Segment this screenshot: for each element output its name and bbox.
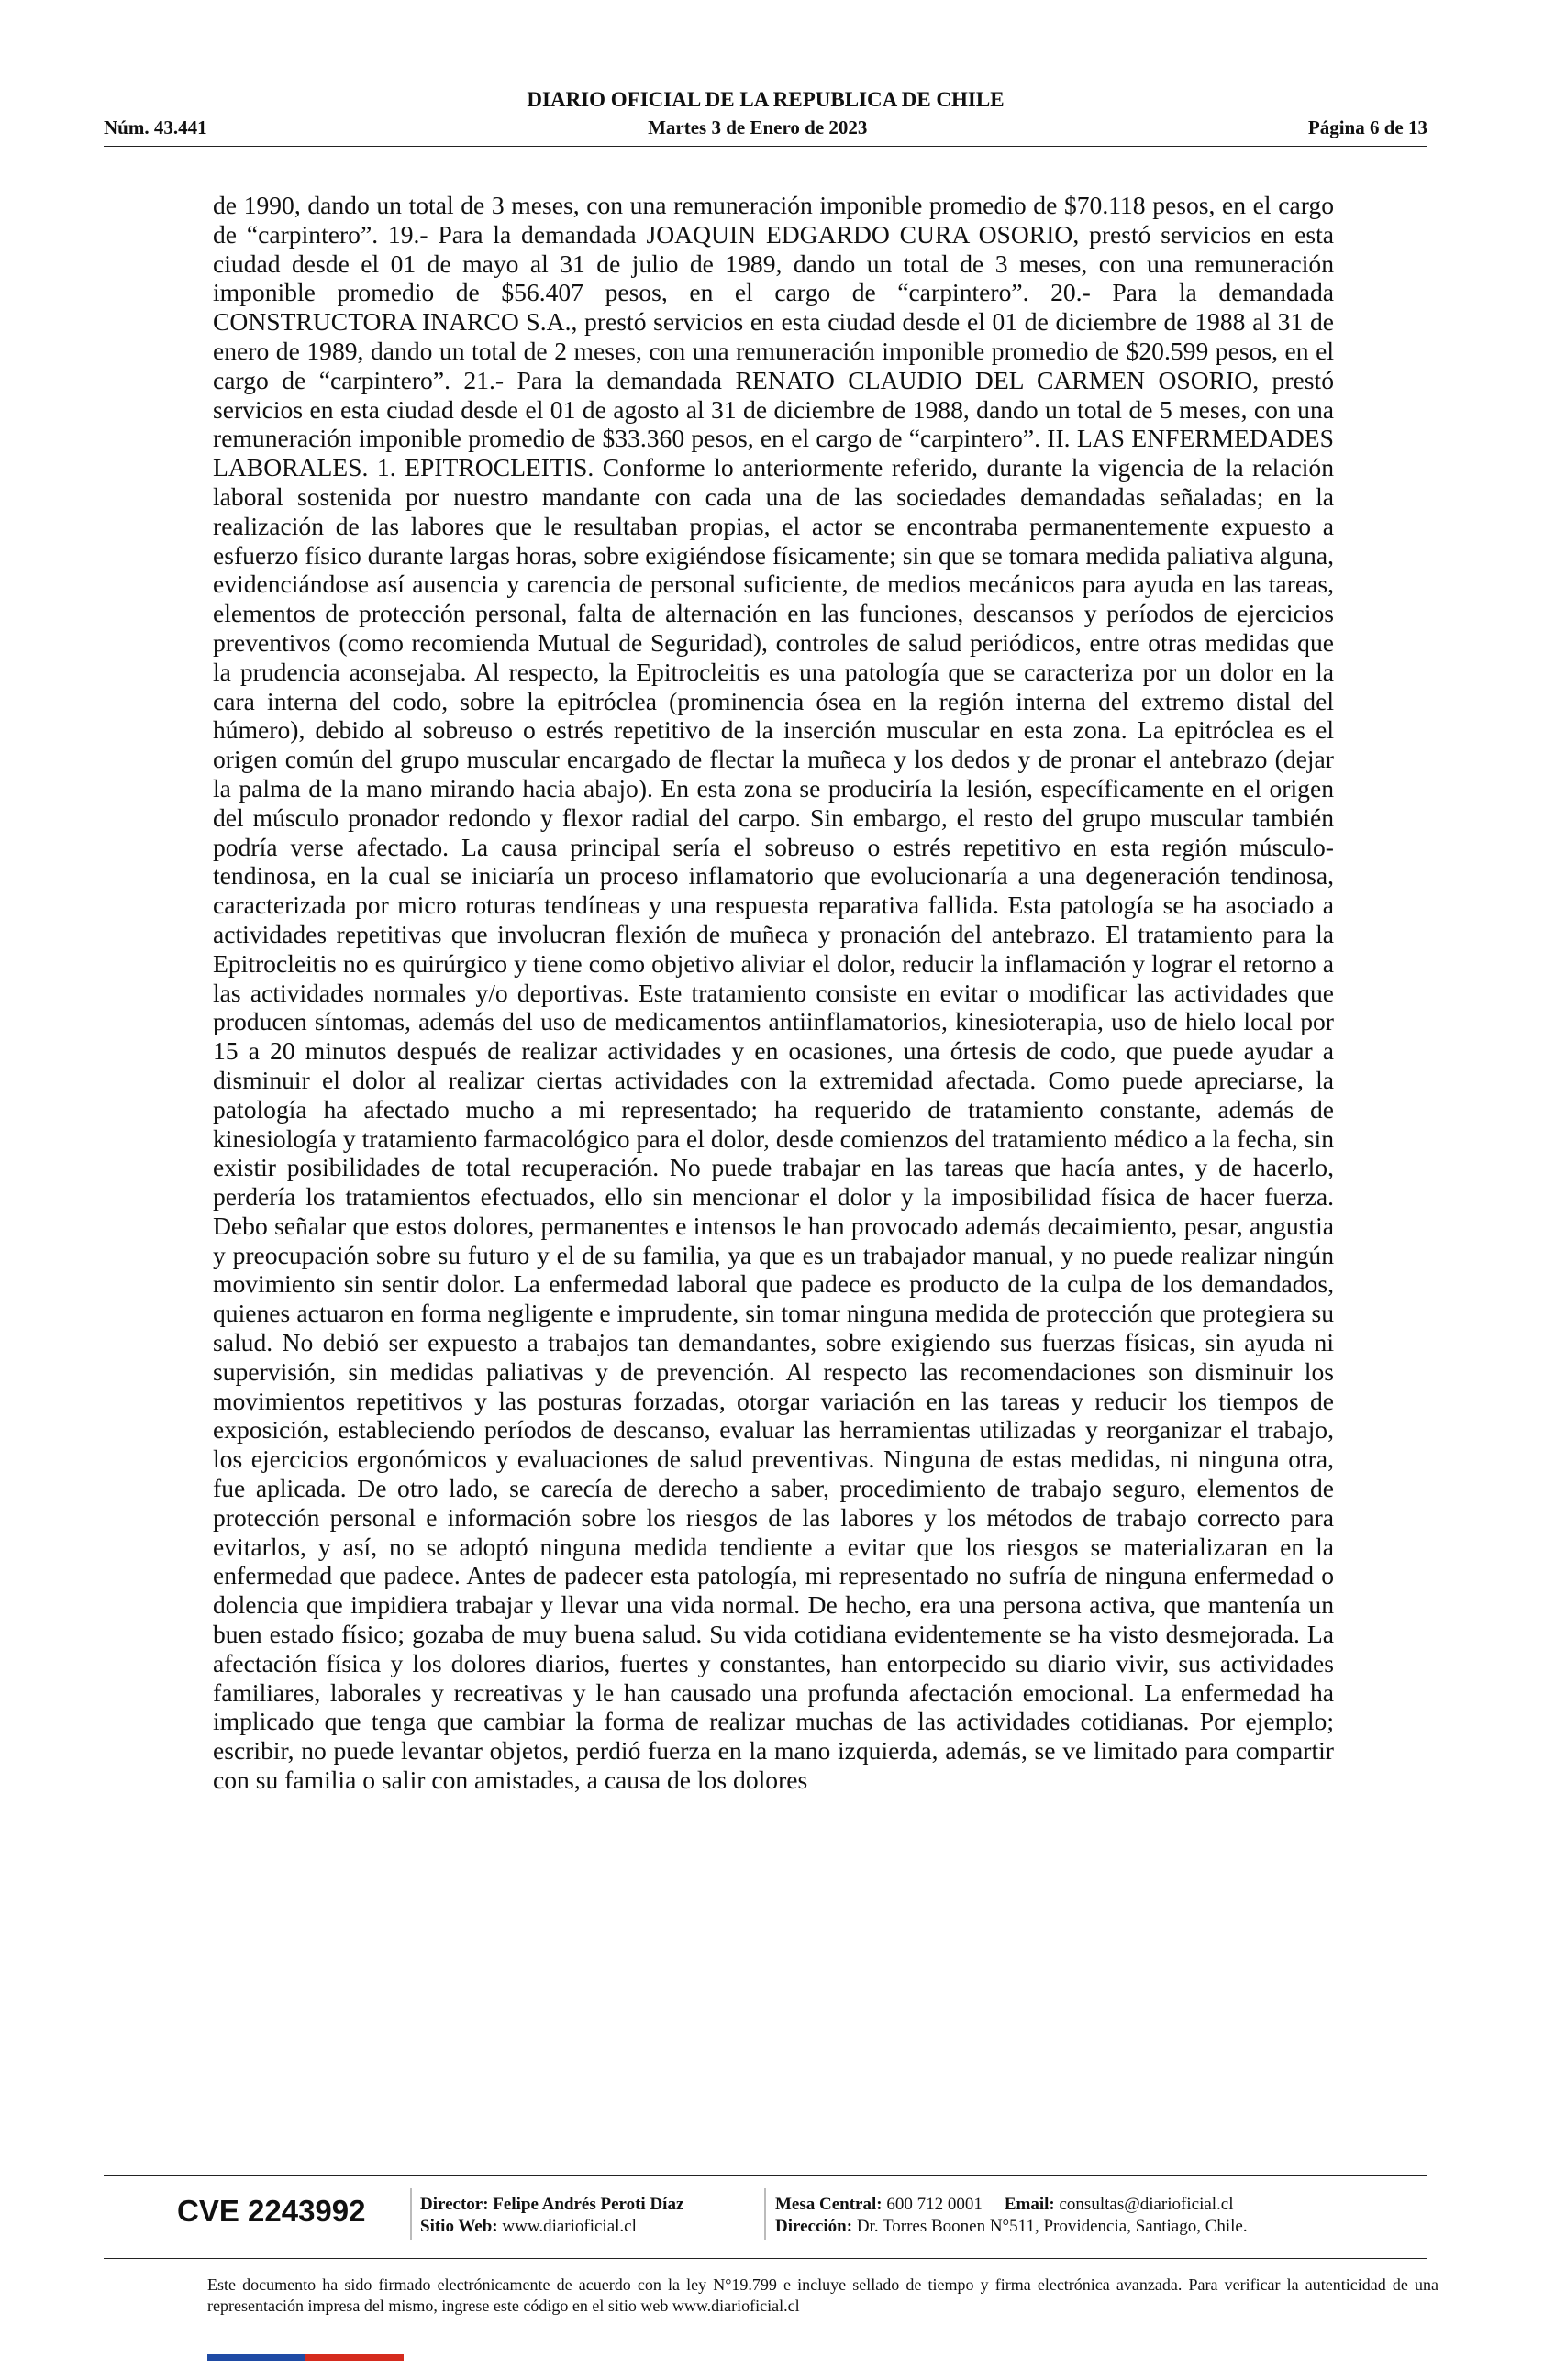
header-divider: [104, 146, 1427, 147]
page-number: Página 6 de 13: [1307, 116, 1427, 138]
address-label: Dirección:: [775, 2217, 853, 2236]
email-link[interactable]: consultas@diarioficial.cl: [1059, 2195, 1234, 2214]
address-text: Dr. Torres Boonen N°511, Providencia, Santiago, Chile.: [856, 2217, 1248, 2236]
director-label: Director:: [420, 2195, 489, 2214]
footer-mid-divider: [104, 2258, 1427, 2259]
cve-code: CVE 2243992: [177, 2194, 366, 2228]
issue-number: Núm. 43.441: [104, 116, 207, 138]
director-block: [420, 2194, 683, 2238]
email-label: Email:: [1004, 2195, 1055, 2214]
footer-top-divider: [104, 2175, 1427, 2176]
page-footer: [104, 2175, 1438, 2341]
page-header: [104, 88, 1427, 152]
director-name: Felipe Andrés Peroti Díaz: [493, 2195, 684, 2214]
flag-red-segment: [305, 2354, 404, 2361]
flag-blue-segment: [207, 2354, 305, 2361]
contact-block: [775, 2194, 1248, 2238]
header-row: [104, 116, 1427, 139]
website-label: Sitio Web:: [420, 2217, 498, 2236]
phone-label: Mesa Central:: [775, 2195, 883, 2214]
newspaper-title: DIARIO OFICIAL DE LA REPUBLICA DE CHILE: [527, 88, 1005, 111]
phone-number: 600 712 0001: [886, 2195, 983, 2214]
footer-separator: [764, 2188, 766, 2240]
issue-date: Martes 3 de Enero de 2023: [648, 116, 868, 138]
body-paragraph: de 1990, dando un total de 3 meses, con una remuneración imponible promedio de $70.118 pesos, en el cargo de “carpintero”. 19.- Para la demandada JOAQUIN EDGARDO CURA OSORIO, prestó servicios en esta ciudad desde el 01 de mayo al 31 de julio de 1989, dando un total de 3 meses, con una remuneración imponible promedio de $56.407 pesos, en el cargo de “carpintero”. 20.- Para la demandada CONSTRUCTORA INARCO S.A., prestó servicios en esta ciudad desde el 01 de diciembre de 1988 al 31 de enero de 1989, dando un total de 2 meses, con una remuneración imponible promedio de $20.599 pesos, en el cargo de “carpintero”. 21.- Para la demandada RENATO CLAUDIO DEL CARMEN OSORIO, prestó servicios en esta ciudad desde el 01 de agosto al 31 de diciembre de 1988, dando un total de 5 meses, con una remuneración imponible promedio de $33.360 pesos, en el cargo de “carpintero”. II. LAS ENFERMEDADES LABORALES. 1. EPITROCLEITIS. Conforme lo anteriormente referido, durante la vigencia de la relación laboral sostenida por nuestro mandante con cada una de las sociedades demandadas señaladas; en la realización de las labores que le resultaban propias, el actor se encontraba permanentemente expuesto a esfuerzo físico durante largas horas, sobre exigiéndose físicamente; sin que se tomara medida paliativa alguna, evidenciándose así ausencia y carencia de personal suficiente, de medios mecánicos para ayuda en las tareas, elementos de protección personal, falta de alternación en las funciones, descansos y períodos de ejercicios preventivos (como recomienda Mutual de Seguridad), controles de salud periódicos, entre otras medidas que la prudencia aconsejaba. Al respecto, la Epitrocleitis es una patología que se caracteriza por un dolor en la cara interna del codo, sobre la epitróclea (prominencia ósea en la región interna del extremo distal del húmero), debido al sobreuso o estrés repetitivo de la inserción muscular en esta zona. La epitróclea es el origen común del grupo muscular encargado de flectar la muñeca y los dedos y de pronar el antebrazo (dejar la palma de la mano mirando hacia abajo). En esta zona se produciría la lesión, específicamente en el origen del músculo pronador redondo y flexor radial del carpo. Sin embargo, el resto del grupo muscular también podría verse afectado. La causa principal sería el sobreuso o estrés repetitivo en esta región músculo-tendinosa, en la cual se iniciaría un proceso inflamatorio que evolucionaría a una degeneración tendinosa, caracterizada por micro roturas tendíneas y una respuesta reparativa fallida. Esta patología se ha asociado a actividades repetitivas que involucran flexión de muñeca y pronación del antebrazo. El tratamiento para la Epitrocleitis no es quirúrgico y tiene como objetivo aliviar el dolor, reducir la inflamación y lograr el retorno a las actividades normales y/o deportivas. Este tratamiento consiste en evitar o modificar las actividades que producen síntomas, además del uso de medicamentos antiinflamatorios, kinesioterapia, uso de hielo local por 15 a 20 minutos después de realizar actividades y en ocasiones, una órtesis de codo, que puede ayudar a disminuir el dolor al realizar ciertas actividades con la extremidad afectada. Como puede apreciarse, la patología ha afectado mucho a mi representado; ha requerido de tratamiento constante, además de kinesiología y tratamiento farmacológico para el dolor, desde comienzos del tratamiento médico a la fecha, sin existir posibilidades de total recuperación. No puede trabajar en las tareas que hacía antes, y de hacerlo, perdería los tratamientos efectuados, ello sin mencionar el dolor y la imposibilidad física de hacer fuerza. Debo señalar que estos dolores, permanentes e intensos le han provocado además decaimiento, pesar, angustia y preocupación sobre su futuro y el de su familia, ya que es un trabajador manual, y no puede realizar ningún movimiento sin sentir dolor. La enfermedad laboral que padece es producto de la culpa de los demandados, quienes actuaron en forma negligente e imprudente, sin tomar ninguna medida de protección que protegiera su salud. No debió ser expuesto a trabajos tan demandantes, sobre exigiendo sus fuerzas físicas, sin ayuda ni supervisión, sin medidas paliativas y de prevención. Al respecto las recomendaciones son disminuir los movimientos repetitivos y las posturas forzadas, otorgar variación en las tareas y reducir los tiempos de exposición, estableciendo períodos de descanso, evaluar las herramientas utilizadas y reorganizar el trabajo, los ejercicios ergonómicos y evaluaciones de salud preventivas. Ninguna de estas medidas, ni ninguna otra, fue aplicada. De otro lado, se carecía de derecho a saber, procedimiento de trabajo seguro, elementos de protección personal e información sobre los riesgos de las labores y los métodos de trabajo correcto para evitarlos, y así, no se adoptó ninguna medida tendiente a evitar que los riesgos se materializaran en la enfermedad que padece. Antes de padecer esta patología, mi representado no sufría de ninguna enfermedad o dolencia que impidiera trabajar y llevar una vida normal. De hecho, era una persona activa, que mantenía un buen estado físico; gozaba de muy buena salud. Su vida cotidiana evidentemente se ha visto desmejorada. La afectación física y los dolores diarios, fuertes y constantes, han entorpecido su diario vivir, sus actividades familiares, laborales y recreativas y le han causado una profunda afectación emocional. La enfermedad ha implicado que tenga que cambiar la forma de realizar muchas de las actividades cotidianas. Por ejemplo; escribir, no puede levantar objetos, perdió fuerza en la mano izquierda, además, se ve limitado para compartir con su familia o salir con amistades, a causa de los dolores: [213, 191, 1334, 1795]
signature-notice: Este documento ha sido firmado electrónicamente de acuerdo con la ley N°19.799 e incluye sellado de tiempo y firma electrónica avanzada. Para verificar la autenticidad de una representación impresa del mismo, ingrese este código en el sitio web www.diarioficial.cl: [207, 2275, 1438, 2315]
chile-flag-bar: [207, 2354, 404, 2361]
website-link[interactable]: www.diarioficial.cl: [502, 2217, 637, 2236]
footer-separator: [410, 2188, 412, 2240]
